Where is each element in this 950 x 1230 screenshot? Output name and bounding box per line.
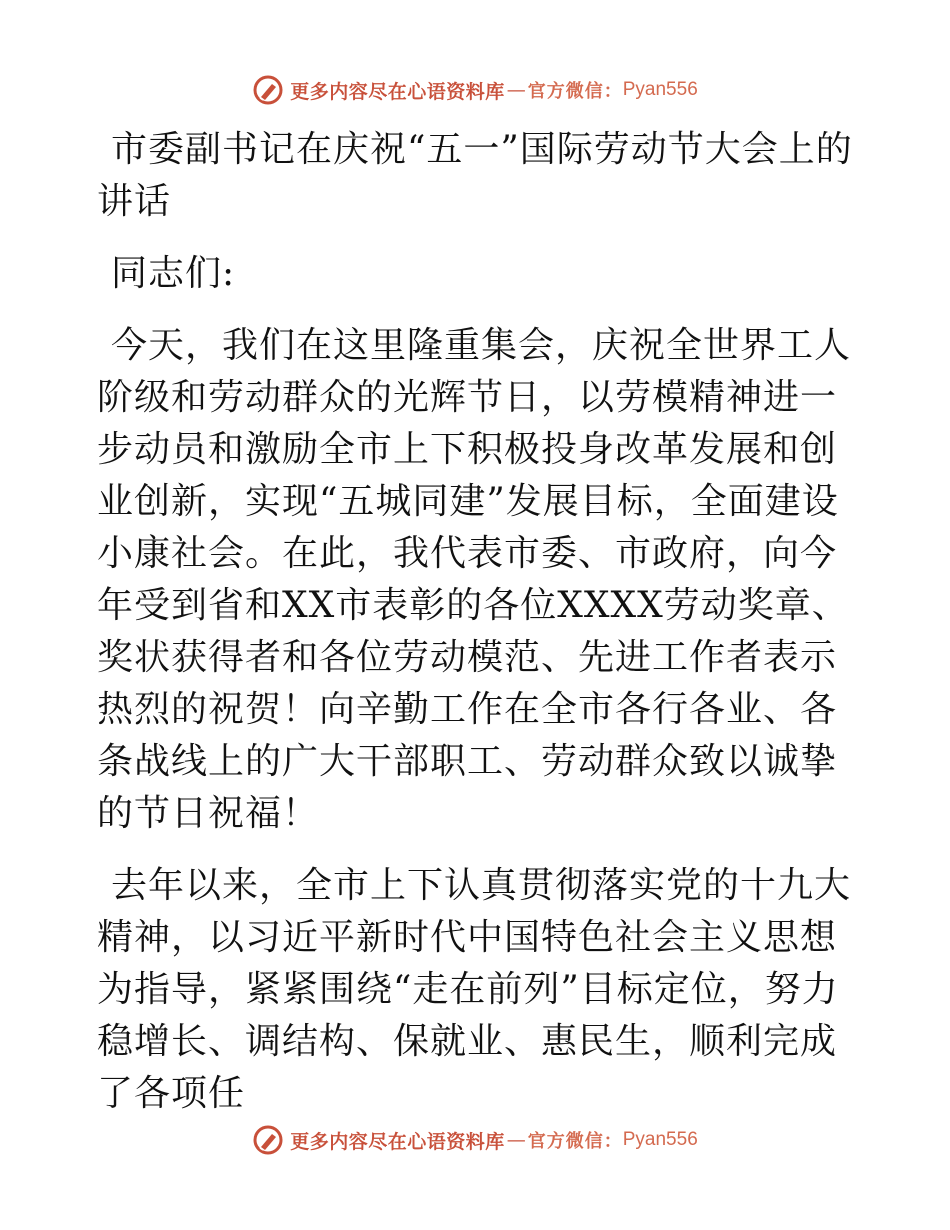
paragraph-1: 今天，我们在这里隆重集会，庆祝全世界工人阶级和劳动群众的光辉节日，以劳模精神进一步动员和激励全市上下积极投身改革发展和创业创新，实现“五城同建”发展目标，全面建设小康社会。在此，我代表市委、市政府，向今年受到省和XX市表彰的各位XXXX劳动奖章、奖状获得者和各位劳动模范、先进工作者表示热烈的祝贺！向辛勤工作在全市各行各业、各条战线上的广大干部职工、劳动群众致以诚挚的节日祝福！ (97, 325, 852, 834)
paragraph-2: 去年以来，全市上下认真贯彻落实党的十九大精神，以习近平新时代中国特色社会主义思想为指导，紧紧围绕“走在前列”目标定位，努力稳增长、调结构、保就业、惠民生，顺利完成了各项任 (97, 865, 852, 1114)
header-watermark-banner (0, 70, 950, 110)
banner-wechat-id: Pyan556 (622, 1129, 698, 1150)
document-title: 市委副书记在庆祝“五一”国际劳动节大会上的讲话 (97, 129, 853, 222)
banner-separator: — (506, 1129, 526, 1151)
banner-wechat-id: Pyan556 (622, 79, 698, 100)
banner-sub-text: 官方微信： (527, 1131, 623, 1152)
pen-nib-logo-icon (252, 74, 284, 106)
pen-nib-logo-icon (252, 1124, 284, 1156)
footer-watermark-banner (0, 1120, 950, 1160)
banner-sub-text: 官方微信： (527, 81, 623, 102)
document-body (97, 124, 857, 1120)
banner-main-text: 更多内容尽在心语资料库 (290, 1130, 505, 1153)
banner-main-text: 更多内容尽在心语资料库 (290, 80, 505, 103)
document-greeting: 同志们: (111, 253, 236, 294)
banner-separator: — (506, 79, 526, 101)
